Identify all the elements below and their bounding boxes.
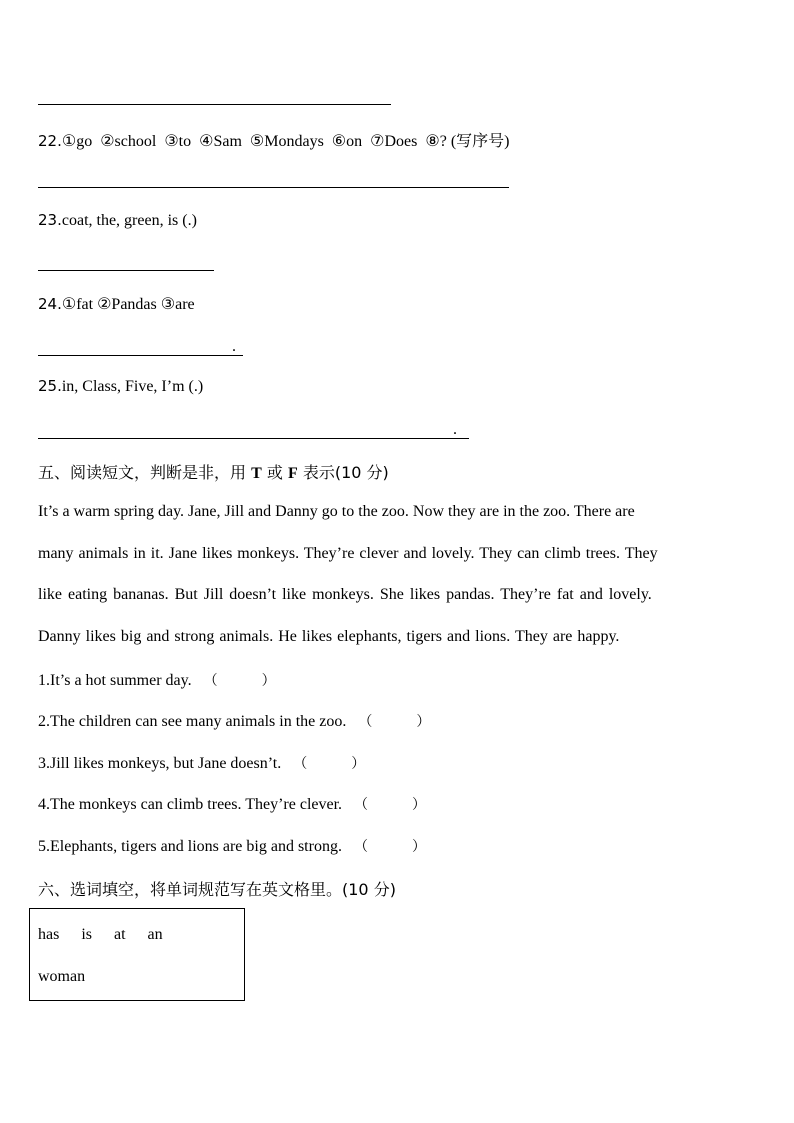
passage-line-1: It’s a warm spring day. Jane, Jill and Danny go to the zoo. Now they are in the zoo. There are <box>38 503 635 520</box>
word-an: an <box>147 926 163 943</box>
paren-close: ） <box>416 714 431 730</box>
word-bank-row-2 <box>38 968 107 986</box>
word-bank-box <box>29 908 245 1001</box>
answer-bracket[interactable] <box>204 670 276 690</box>
statement-text: 1.It’s a hot summer day. <box>38 672 192 689</box>
statement-2 <box>38 711 430 731</box>
question-text: in, Class, Five, I’m (.) <box>61 378 204 395</box>
word-is: is <box>81 926 92 943</box>
paren-close: ） <box>412 797 427 813</box>
title-f: F <box>287 465 298 482</box>
section-6-title: 六、选词填空，将单词规范写在英文格里。(10 分) <box>38 880 396 899</box>
answer-line-24 <box>38 355 243 356</box>
question-24 <box>38 294 195 314</box>
question-22 <box>38 128 509 151</box>
answer-period: . <box>232 338 236 355</box>
answer-bracket[interactable] <box>354 794 426 814</box>
word-bank-row-1 <box>38 926 185 944</box>
paren-open: （ <box>358 714 373 730</box>
passage-line-4: Danny likes big and strong animals. He likes elephants, tigers and lions. They are happy. <box>38 628 620 645</box>
answer-period: . <box>453 421 457 438</box>
answer-bracket[interactable] <box>354 836 426 856</box>
paren-close: ） <box>411 839 426 855</box>
passage-line-3: like eating bananas. But Jill doesn’t like monkeys. She likes pandas. They’re fat and lovely. <box>38 586 652 603</box>
statement-4 <box>38 794 426 814</box>
title-text: 表示(10 分) <box>297 463 389 482</box>
question-text: coat, the, green, is (.) <box>61 212 197 229</box>
question-number: 22. <box>38 132 62 150</box>
question-number: 25. <box>38 377 62 395</box>
question-23 <box>38 211 197 230</box>
paren-open: （ <box>203 673 218 689</box>
answer-bracket[interactable] <box>293 753 365 773</box>
paren-open: （ <box>353 839 368 855</box>
statement-text: 5.Elephants, tigers and lions are big and strong. <box>38 838 342 855</box>
word-has: has <box>38 926 60 943</box>
paren-open: （ <box>293 756 308 772</box>
question-text: ①go ②school ③to ④Sam ⑤Mondays ⑥on ⑦Does ⑧? (写序号) <box>61 133 510 150</box>
statement-text: 2.The children can see many animals in the zoo. <box>38 713 347 730</box>
title-t: T <box>251 465 262 482</box>
statement-5 <box>38 836 426 856</box>
paren-close: ） <box>351 756 366 772</box>
word-at: at <box>114 926 126 943</box>
answer-bracket[interactable] <box>358 711 430 731</box>
answer-line-23 <box>38 270 214 271</box>
statement-1 <box>38 670 276 690</box>
word-woman: woman <box>38 968 86 985</box>
question-text: ①fat ②Pandas ③are <box>61 296 195 313</box>
section-5-title <box>38 460 389 483</box>
answer-line-25 <box>38 438 469 439</box>
title-text: 或 <box>261 463 288 482</box>
statement-text: 3.Jill likes monkeys, but Jane doesn’t. <box>38 755 282 772</box>
question-number: 24. <box>38 295 62 313</box>
question-25 <box>38 377 203 396</box>
answer-line-22 <box>38 187 509 188</box>
statement-3 <box>38 753 365 773</box>
passage-line-2: many animals in it. Jane likes monkeys. They’re clever and lovely. They can climb trees. They <box>38 545 658 562</box>
paren-close: ） <box>261 673 276 689</box>
paren-open: （ <box>354 797 369 813</box>
statement-text: 4.The monkeys can climb trees. They’re clever. <box>38 796 343 813</box>
title-text: 五、阅读短文，判断是非，用 <box>38 463 252 482</box>
answer-line-21 <box>38 104 391 105</box>
question-number: 23. <box>38 211 62 229</box>
